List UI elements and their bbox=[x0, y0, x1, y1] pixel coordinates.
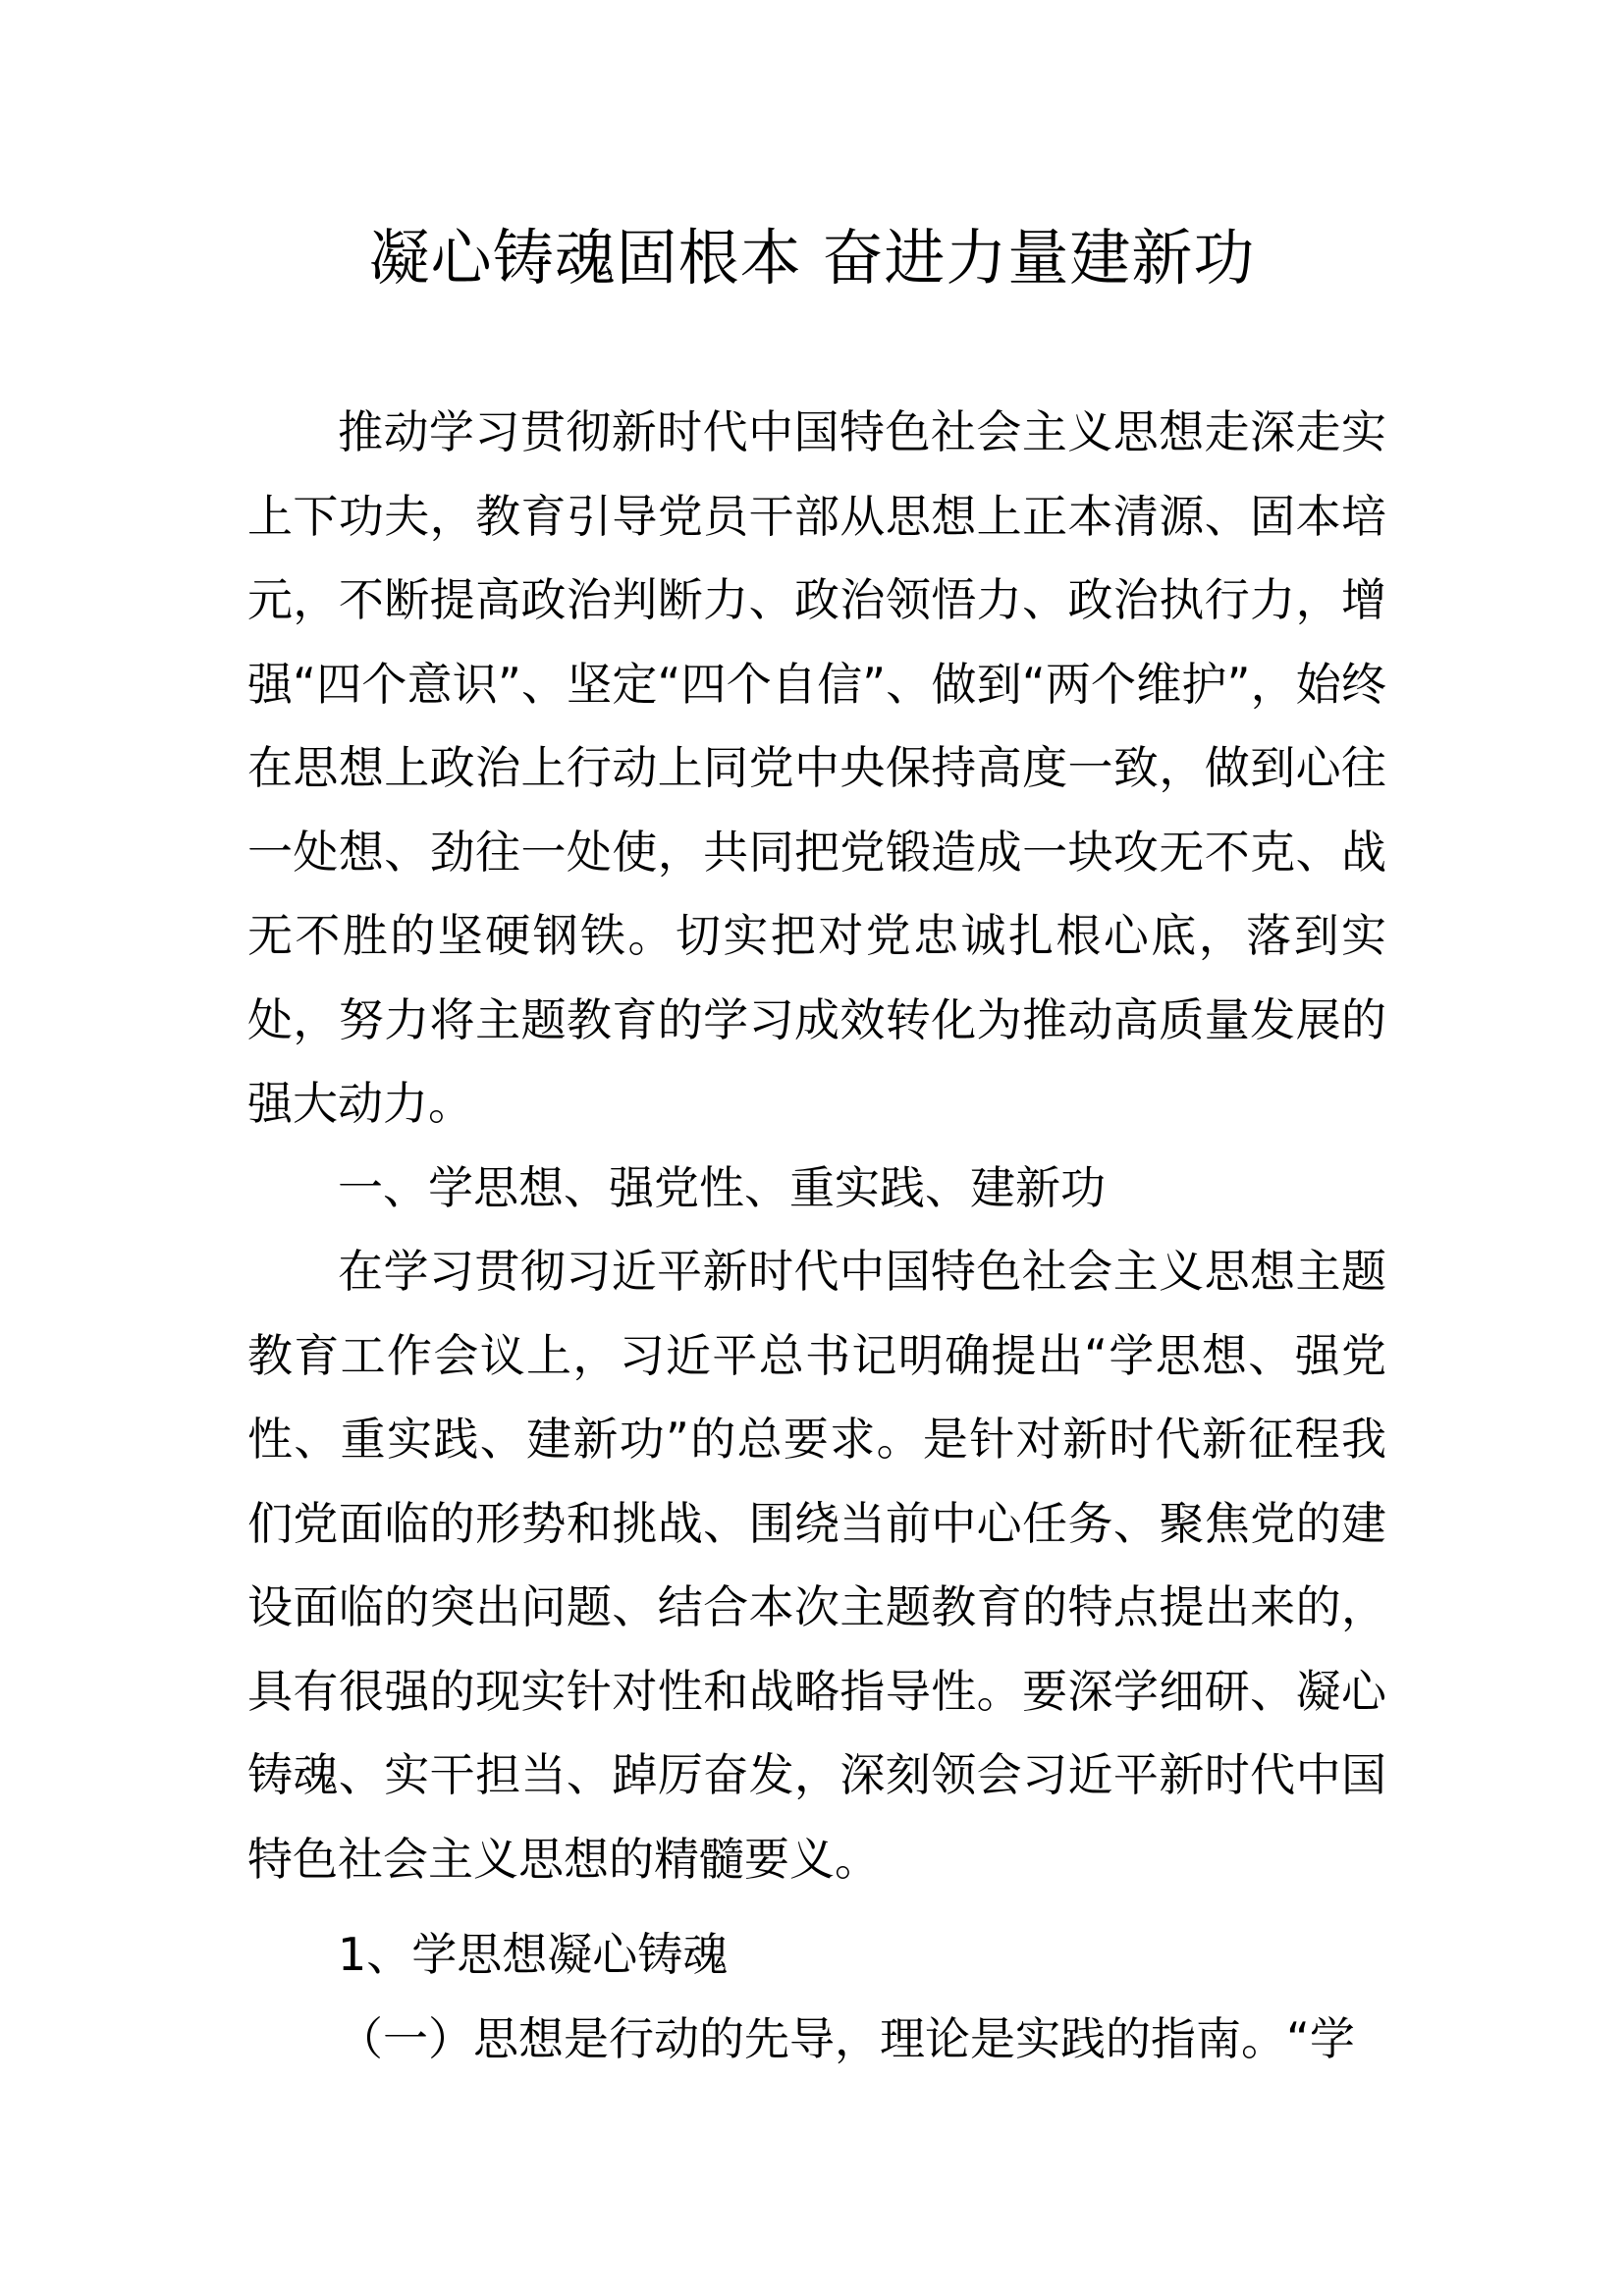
section-1-paragraph: 在学习贯彻习近平新时代中国特色社会主义思想主题教育工作会议上，习近平总书记明确提出“学思想、强党性、重实践、建新功”的总要求。是针对新时代新征程我们党面临的形势和挑战、围绕当前中心任务、聚焦党的建设面临的突出问题、结合本次主题教育的特点提出来的，具有很强的现实针对性和战略指导性。要深学细研、凝心铸魂、实干担当、踔厉奋发，深刻领会习近平新时代中国特色社会主义思想的精髓要义。 bbox=[247, 1245, 1386, 1886]
document-title: 凝心铸魂固根本 奋进力量建新功 bbox=[368, 222, 1256, 294]
intro-paragraph: 推动学习贯彻新时代中国特色社会主义思想走深走实上下功夫，教育引导党员干部从思想上正本清源、固本培元，不断提高政治判断力、政治领悟力、政治执行力，增强“四个意识”、坚定“四个自信”、做到“两个维护”，始终在思想上政治上行动上同党中央保持高度一致，做到心往一处想、劲往一处使，共同把党锻造成一块攻无不克、战无不胜的坚硬钢铁。切实把对党忠诚扎根心底，落到实处，努力将主题教育的学习成效转化为推动高质量发展的强大动力。 bbox=[247, 405, 1386, 1130]
subsection-1-item-1: （一）思想是行动的先导，理论是实践的指南。“学 bbox=[338, 2011, 1355, 2065]
section-1-heading: 一、学思想、强党性、重实践、建新功 bbox=[338, 1160, 1106, 1214]
subsection-1-heading: 1、学思想凝心铸魂 bbox=[338, 1928, 729, 1981]
document-body bbox=[247, 391, 1386, 2081]
